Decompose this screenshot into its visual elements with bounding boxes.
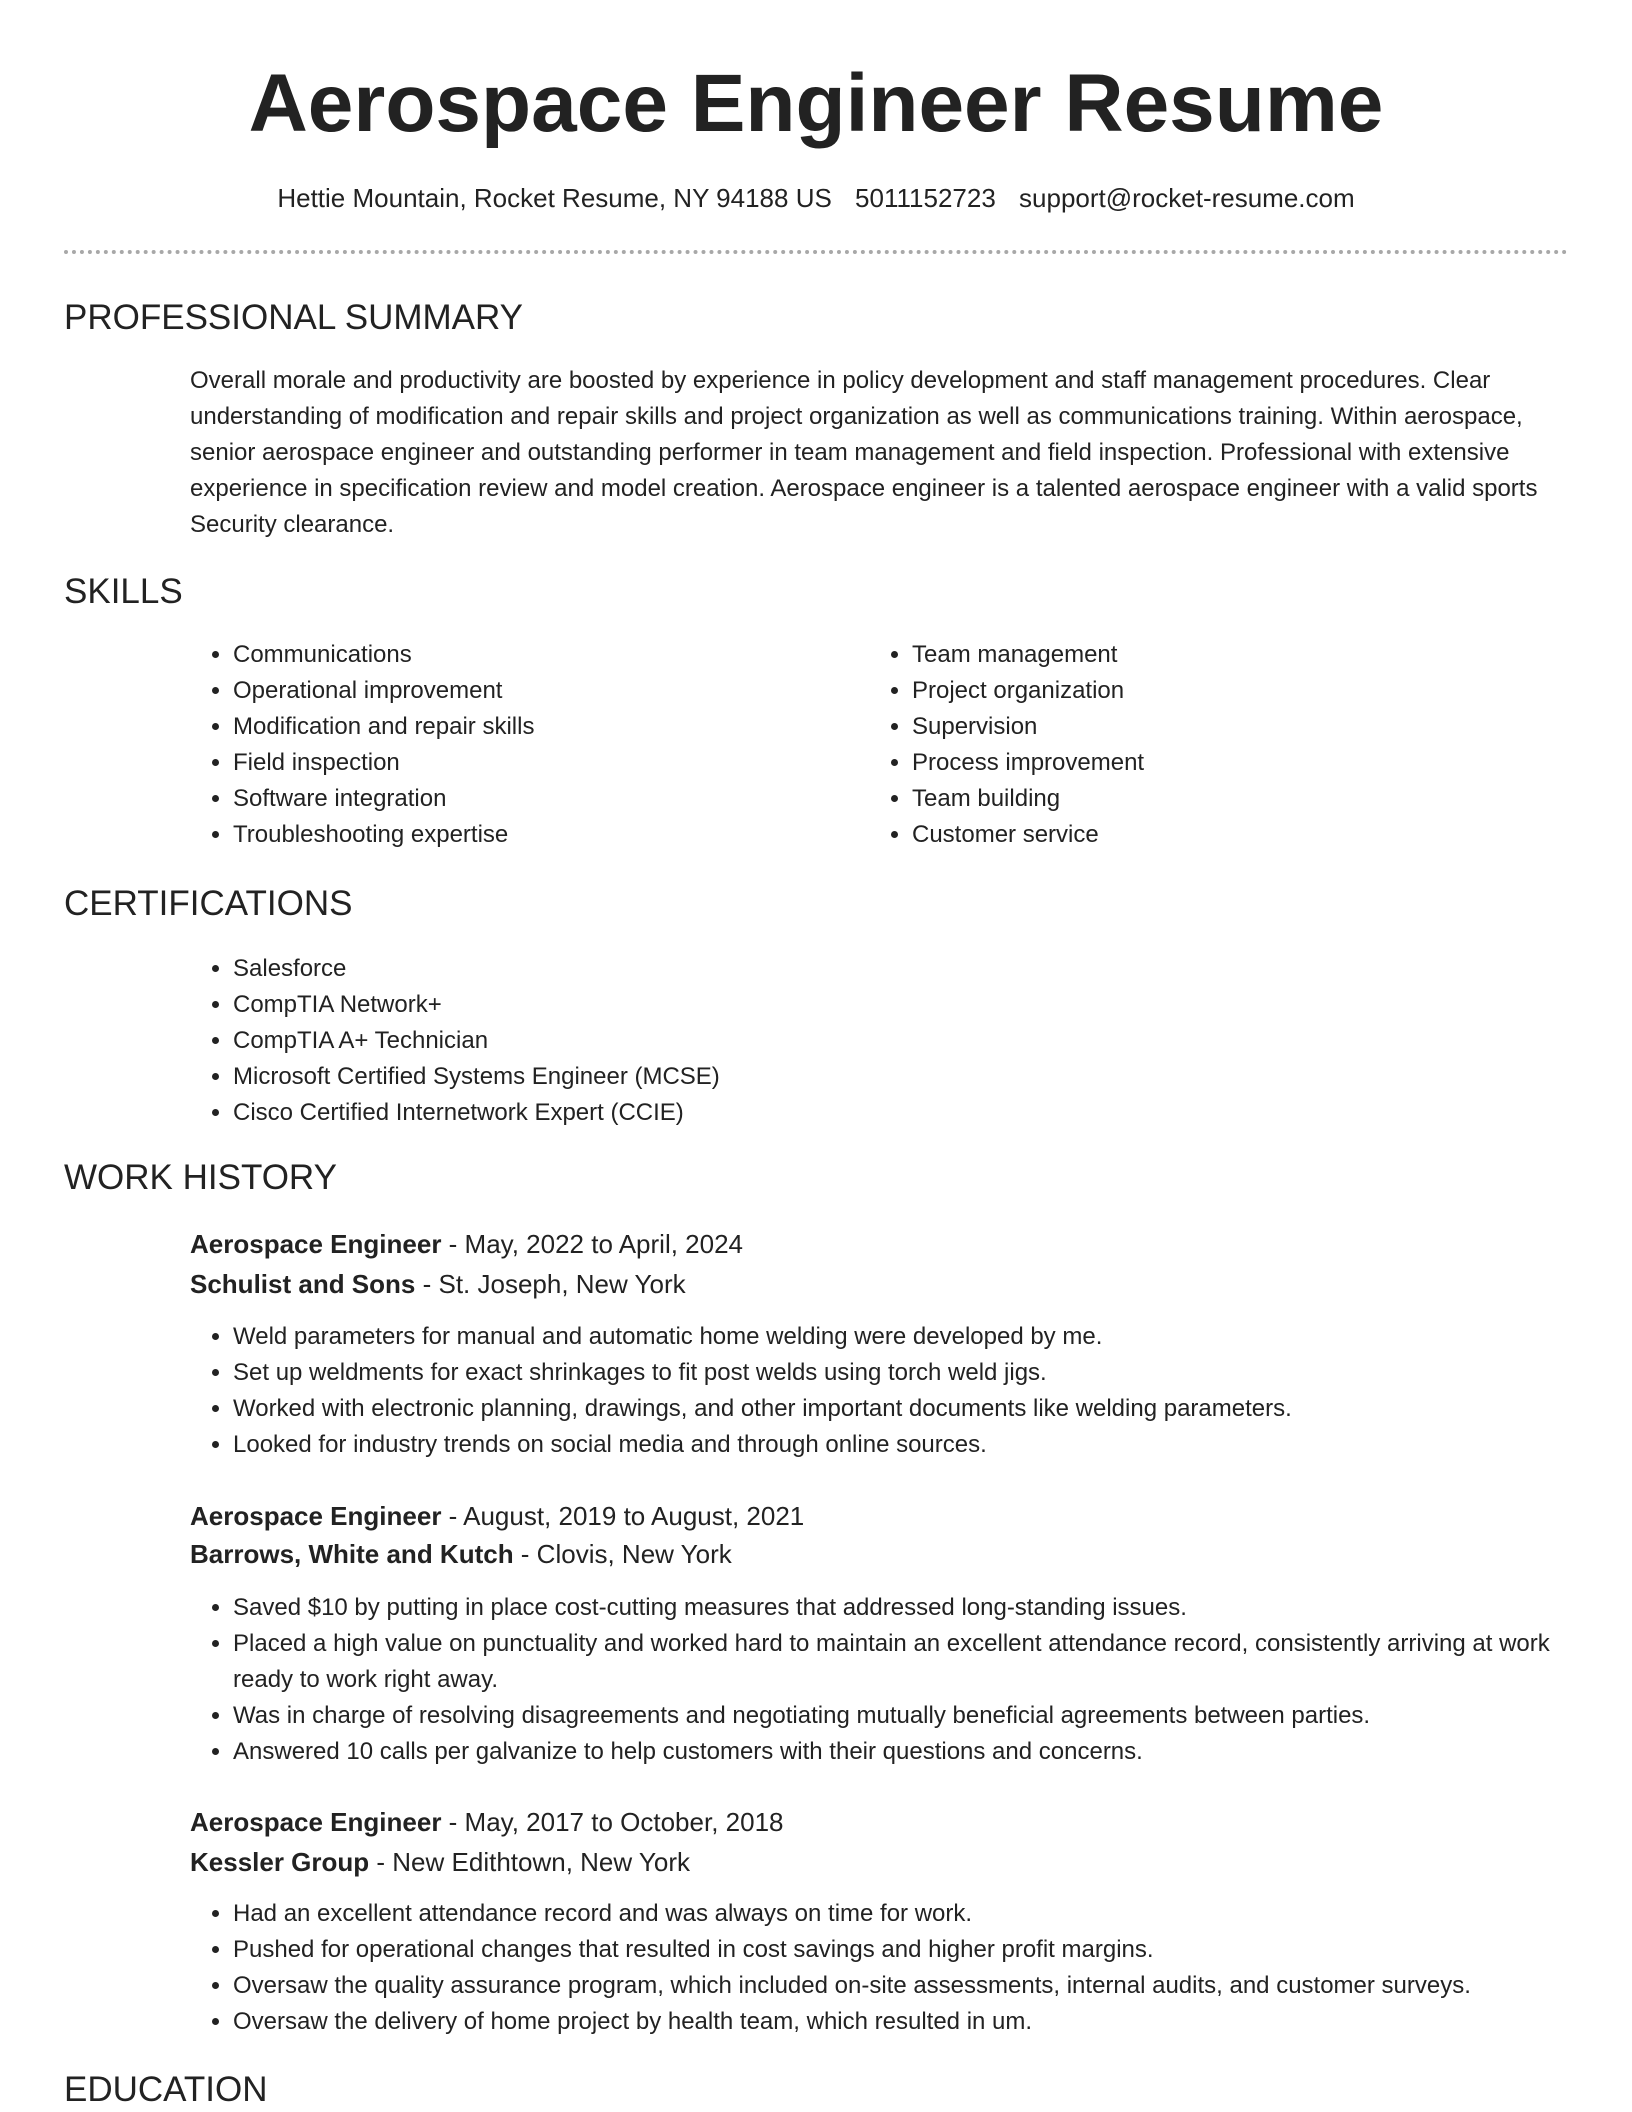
- job-2-title-line: [190, 1497, 804, 1535]
- list-item: • CompTIA A+ Technician: [233, 1023, 1533, 1059]
- job-2-bullets: [189, 1590, 1603, 1770]
- contact-address: Hettie Mountain, Rocket Resume, NY 94188 US: [277, 183, 832, 213]
- skills-heading: SKILLS: [64, 572, 183, 611]
- list-item: • Answered 10 calls per galvanize to help customers with their questions and concerns.: [233, 1734, 1603, 1770]
- list-item: • Microsoft Certified Systems Engineer (MCSE): [233, 1059, 1533, 1095]
- list-item: • Oversaw the delivery of home project by health team, which resulted in um.: [233, 2004, 1603, 2040]
- list-item: • Had an excellent attendance record and was always on time for work.: [233, 1896, 1603, 1932]
- list-item: • Process improvement: [912, 745, 1512, 781]
- job-3-title-line: [190, 1803, 784, 1841]
- job-3-location: - New Edithtown, New York: [369, 1847, 690, 1877]
- job-2-role: Aerospace Engineer: [190, 1501, 442, 1531]
- list-item: • Modification and repair skills: [233, 709, 833, 745]
- skills-list-left: [189, 637, 833, 853]
- list-item: • Team management: [912, 637, 1512, 673]
- job-1-dates: - May, 2022 to April, 2024: [441, 1229, 744, 1259]
- list-item: • Operational improvement: [233, 673, 833, 709]
- list-item: • CompTIA Network+: [233, 987, 1533, 1023]
- list-item: • Project organization: [912, 673, 1512, 709]
- list-item: • Worked with electronic planning, drawings, and other important documents like welding parameters.: [233, 1391, 1603, 1427]
- job-1-company: Schulist and Sons: [190, 1269, 416, 1299]
- job-3-dates: - May, 2017 to October, 2018: [441, 1807, 784, 1837]
- job-2-company: Barrows, White and Kutch: [190, 1539, 514, 1569]
- list-item: • Oversaw the quality assurance program, which included on-site assessments, internal audits, and customer surveys.: [233, 1968, 1603, 2004]
- list-item: • Troubleshooting expertise: [233, 817, 833, 853]
- job-1-role: Aerospace Engineer: [190, 1229, 442, 1259]
- job-1-bullets: [189, 1319, 1603, 1463]
- contact-line: [0, 180, 1632, 216]
- contact-phone: 5011152723: [855, 183, 996, 213]
- list-item: • Team building: [912, 781, 1512, 817]
- job-2-location: - Clovis, New York: [513, 1539, 732, 1569]
- list-item: • Was in charge of resolving disagreements and negotiating mutually beneficial agreements between parties.: [233, 1698, 1603, 1734]
- certifications-heading: CERTIFICATIONS: [64, 884, 353, 923]
- job-1-location: - St. Joseph, New York: [415, 1269, 686, 1299]
- job-3-bullets: [189, 1896, 1603, 2040]
- list-item: • Saved $10 by putting in place cost-cutting measures that addressed long-standing issues.: [233, 1590, 1603, 1626]
- job-3-company-line: [190, 1843, 690, 1881]
- job-3-role: Aerospace Engineer: [190, 1807, 442, 1837]
- list-item: • Cisco Certified Internetwork Expert (CCIE): [233, 1095, 1533, 1131]
- list-item: • Software integration: [233, 781, 833, 817]
- list-item: • Set up weldments for exact shrinkages to fit post welds using torch weld jigs.: [233, 1355, 1603, 1391]
- list-item: • Placed a high value on punctuality and worked hard to maintain an excellent attendance record, consistently arriving at work ready to work right away.: [233, 1626, 1603, 1698]
- list-item: • Looked for industry trends on social media and through online sources.: [233, 1427, 1603, 1463]
- job-1-title-line: [190, 1225, 743, 1263]
- list-item: • Communications: [233, 637, 833, 673]
- skills-list-right: [868, 637, 1512, 853]
- header-divider: [64, 250, 1568, 254]
- list-item: • Supervision: [912, 709, 1512, 745]
- summary-heading: PROFESSIONAL SUMMARY: [64, 298, 523, 337]
- job-1-company-line: [190, 1265, 686, 1303]
- summary-text: Overall morale and productivity are boosted by experience in policy development and staff management procedures. Clear understanding of modification and repair skills and project organization as well as communications training. Within aerospace, senior aerospace engineer and outstanding performer in team management and field inspection. Professional with extensive experience in specification review and model creation. Aerospace engineer is a talented aerospace engineer with a valid sports Security clearance.: [190, 367, 1538, 538]
- list-item: • Customer service: [912, 817, 1512, 853]
- job-3-company: Kessler Group: [190, 1847, 370, 1877]
- job-2-company-line: [190, 1535, 732, 1573]
- contact-email: support@rocket-resume.com: [1019, 183, 1355, 213]
- work-history-heading: WORK HISTORY: [64, 1158, 337, 1197]
- list-item: • Salesforce: [233, 951, 1533, 987]
- list-item: • Field inspection: [233, 745, 833, 781]
- certifications-list: [189, 951, 1533, 1131]
- job-2-dates: - August, 2019 to August, 2021: [441, 1501, 805, 1531]
- page-title: Aerospace Engineer Resume: [248, 58, 1384, 149]
- list-item: • Weld parameters for manual and automatic home welding were developed by me.: [233, 1319, 1603, 1355]
- education-heading: EDUCATION: [64, 2070, 268, 2109]
- list-item: • Pushed for operational changes that resulted in cost savings and higher profit margins.: [233, 1932, 1603, 1968]
